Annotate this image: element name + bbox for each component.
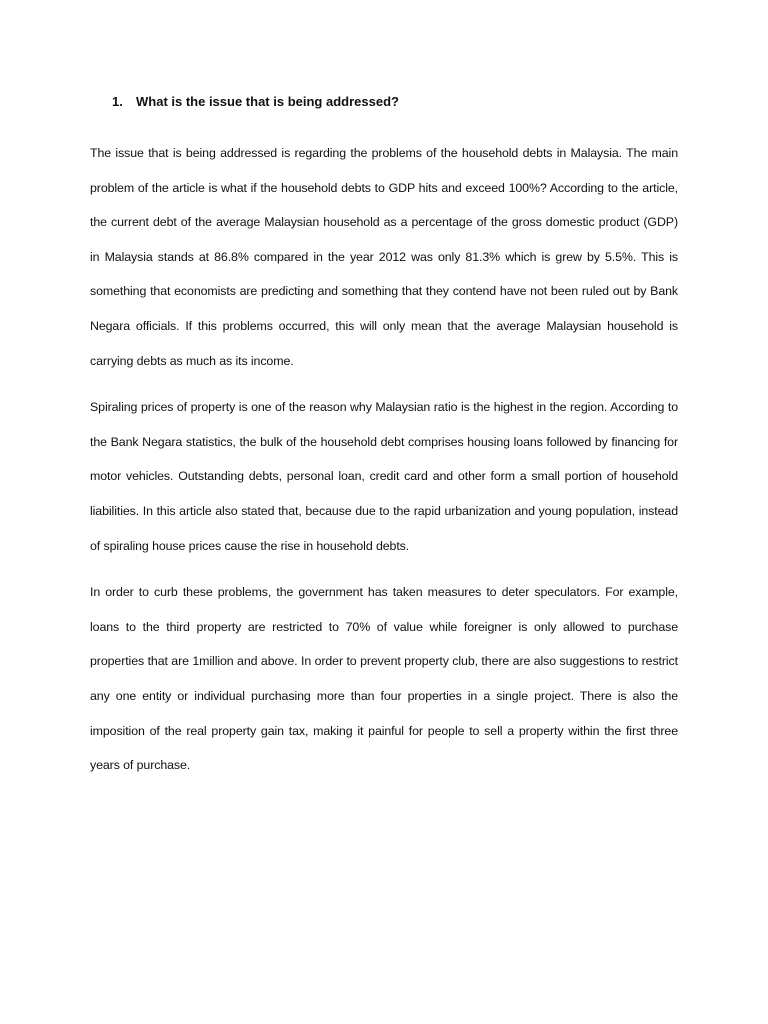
document-page <box>90 92 678 795</box>
paragraph-3: In order to curb these problems, the government has taken measures to deter speculators. For example, loans to the third property are restricted to 70% of value while foreigner is only allowed to purchase properties that are 1million and above. In order to prevent property club, there are also suggestions to restrict any one entity or individual purchasing more than four properties in a single project. There is also the imposition of the real property gain tax, making it painful for people to sell a property within the first three years of purchase. <box>90 585 678 773</box>
question-number: 1. <box>112 94 123 109</box>
question-heading <box>90 92 678 112</box>
question-text: What is the issue that is being addressed? <box>136 94 399 109</box>
paragraph-2: Spiraling prices of property is one of the reason why Malaysian ratio is the highest in the region. According to the Bank Negara statistics, the bulk of the household debt comprises housing loans followed by financing for motor vehicles. Outstanding debts, personal loan, credit card and other form a small portion of household liabilities. In this article also stated that, because due to the rapid urbanization and young population, instead of spiraling house prices cause the rise in household debts. <box>90 400 678 553</box>
paragraph-1: The issue that is being addressed is regarding the problems of the household debts in Malaysia. The main problem of the article is what if the household debts to GDP hits and exceed 100%? According to the article, the current debt of the average Malaysian household as a percentage of the gross domestic product (GDP) in Malaysia stands at 86.8% compared in the year 2012 was only 81.3% which is grew by 5.5%. This is something that economists are predicting and something that they contend have not been ruled out by Bank Negara officials. If this problems occurred, this will only mean that the average Malaysian household is carrying debts as much as its income. <box>90 146 678 368</box>
